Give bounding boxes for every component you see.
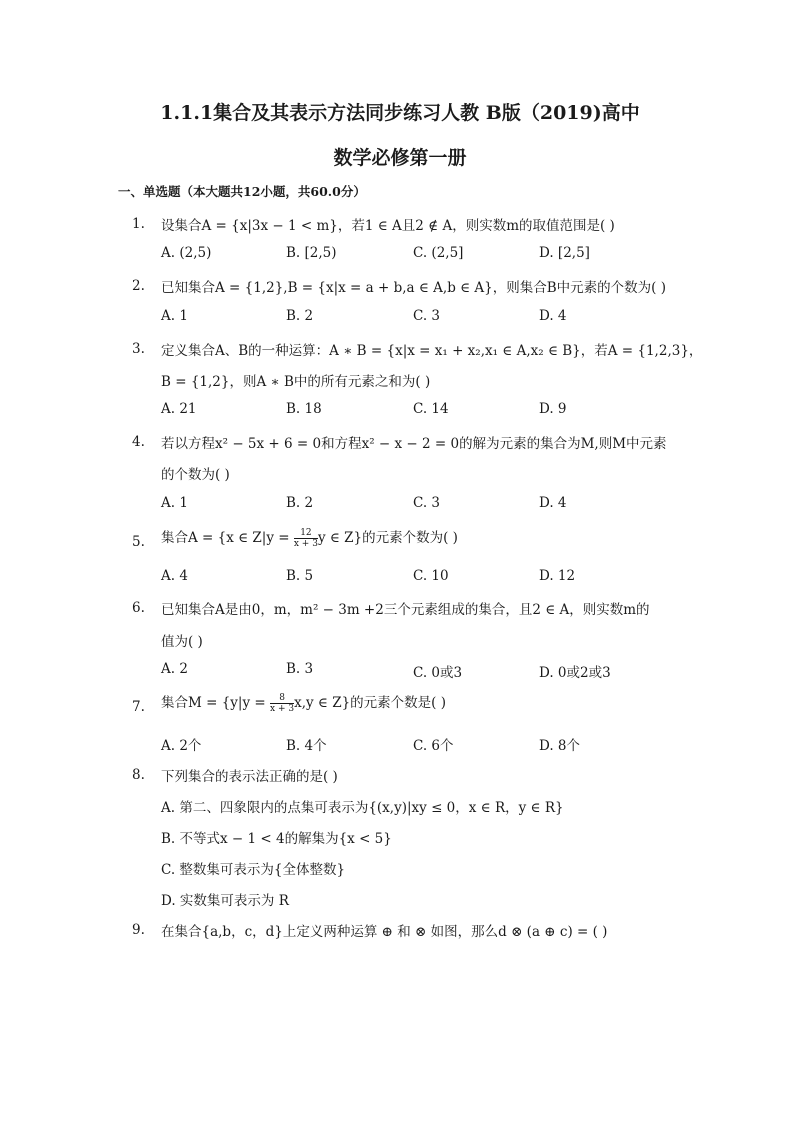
question-stem-line1: 定义集合A、B的一种运算：A ∗ B = {x|x = x₁ + x₂,x₁ ∈ A,x₂ ∈ B}，若A = {1,2,3}， xyxy=(161,343,703,359)
option-a: A. 21 xyxy=(161,401,197,417)
question-stem-line1: 已知集合A是由0，m，m² − 3m +2三个元素组成的集合，且2 ∈ A，则实数m的 xyxy=(161,602,650,618)
option-d: D. 4 xyxy=(539,495,567,511)
question-stem: 已知集合A = {1,2},B = {x|x = a + b,a ∈ A,b ∈ A}，则集合B中元素的个数为( ) xyxy=(161,280,666,296)
stem-prefix: 集合M = {y|y = xyxy=(161,695,271,711)
option-c: C. 3 xyxy=(413,495,441,511)
option-b: B. [2,5) xyxy=(286,245,337,261)
option-c: C. 3 xyxy=(413,308,441,324)
question-stem xyxy=(161,691,446,714)
document-title-line1: 1.1.1集合及其表示方法同步练习人教 B版（2019)高中 xyxy=(160,102,640,124)
question-stem: 设集合A = {x|3x − 1 < m}，若1 ∈ A且2 ∉ A，则实数m的取值范围是( ) xyxy=(161,218,615,234)
stem-suffix: y ∈ Z}的元素个数为( ) xyxy=(317,530,458,546)
question-number: 4. xyxy=(132,434,145,450)
question-number: 9. xyxy=(132,922,145,938)
option-b: B. 2 xyxy=(286,308,314,324)
option-b: B. 2 xyxy=(286,495,314,511)
option-c: C. 14 xyxy=(413,401,449,417)
option-c: C. 6个 xyxy=(413,738,454,754)
question-number: 6. xyxy=(132,600,145,616)
question-stem-line2: B = {1,2}，则A ∗ B中的所有元素之和为( ) xyxy=(161,374,431,390)
option-d: D. 12 xyxy=(539,568,576,584)
question-stem: 在集合{a,b，c，d}上定义两种运算 ⊕ 和 ⊗ 如图，那么d ⊗ (a ⊕ c) = ( ) xyxy=(161,924,608,940)
fraction-denominator: x + 3 xyxy=(270,704,295,714)
option-d: D. 4 xyxy=(539,308,567,324)
stem-suffix: x,y ∈ Z}的元素个数是( ) xyxy=(294,695,446,711)
fraction xyxy=(294,528,318,549)
option-a: A. (2,5) xyxy=(161,245,212,261)
question-number: 8. xyxy=(132,767,145,783)
fraction xyxy=(270,693,294,714)
question-stem-line2: 的个数为( ) xyxy=(161,467,230,483)
option-a: A. 4 xyxy=(161,568,188,584)
option-c: C. 整数集可表示为{全体整数} xyxy=(161,862,346,878)
fraction-numerator: 8 xyxy=(270,693,294,704)
option-a: A. 第二、四象限内的点集可表示为{(x,y)|xy ≤ 0，x ∈ R，y ∈ R} xyxy=(161,800,564,816)
option-a: A. 2个 xyxy=(161,738,202,754)
option-b: B. 3 xyxy=(286,661,314,677)
option-b: B. 4个 xyxy=(286,738,327,754)
stem-prefix: 集合A = {x ∈ Z|y = xyxy=(161,530,294,546)
question-number: 7. xyxy=(132,699,145,715)
question-number: 2. xyxy=(132,278,145,294)
option-b: B. 不等式x − 1 < 4的解集为{x < 5} xyxy=(161,831,392,847)
option-a: A. 1 xyxy=(161,495,188,511)
question-stem-line1: 若以方程x² − 5x + 6 = 0和方程x² − x − 2 = 0的解为元素的集合为M,则M中元素 xyxy=(161,436,667,452)
option-a: A. 2 xyxy=(161,661,188,677)
section-header: 一、单选题（本大题共12小题，共60.0分） xyxy=(118,184,366,199)
fraction-numerator: 12 xyxy=(294,528,318,539)
option-c: C. 10 xyxy=(413,568,449,584)
question-stem-line2: 值为( ) xyxy=(161,634,203,650)
question-number: 5. xyxy=(132,534,145,550)
option-d: D. 0或2或3 xyxy=(539,665,611,681)
option-d: D. 8个 xyxy=(539,738,581,754)
fraction-denominator: x + 3 xyxy=(293,539,318,549)
option-c: C. 0或3 xyxy=(413,665,463,681)
option-b: B. 5 xyxy=(286,568,314,584)
option-d: D. 实数集可表示为 R xyxy=(161,893,289,909)
option-b: B. 18 xyxy=(286,401,322,417)
option-c: C. (2,5] xyxy=(413,245,464,261)
question-number: 3. xyxy=(132,341,145,357)
option-a: A. 1 xyxy=(161,308,188,324)
document-title-line2: 数学必修第一册 xyxy=(333,147,467,169)
question-stem xyxy=(161,526,458,549)
option-d: D. 9 xyxy=(539,401,567,417)
option-d: D. [2,5] xyxy=(539,245,590,261)
question-number: 1. xyxy=(132,216,145,232)
question-stem: 下列集合的表示法正确的是( ) xyxy=(161,769,338,785)
